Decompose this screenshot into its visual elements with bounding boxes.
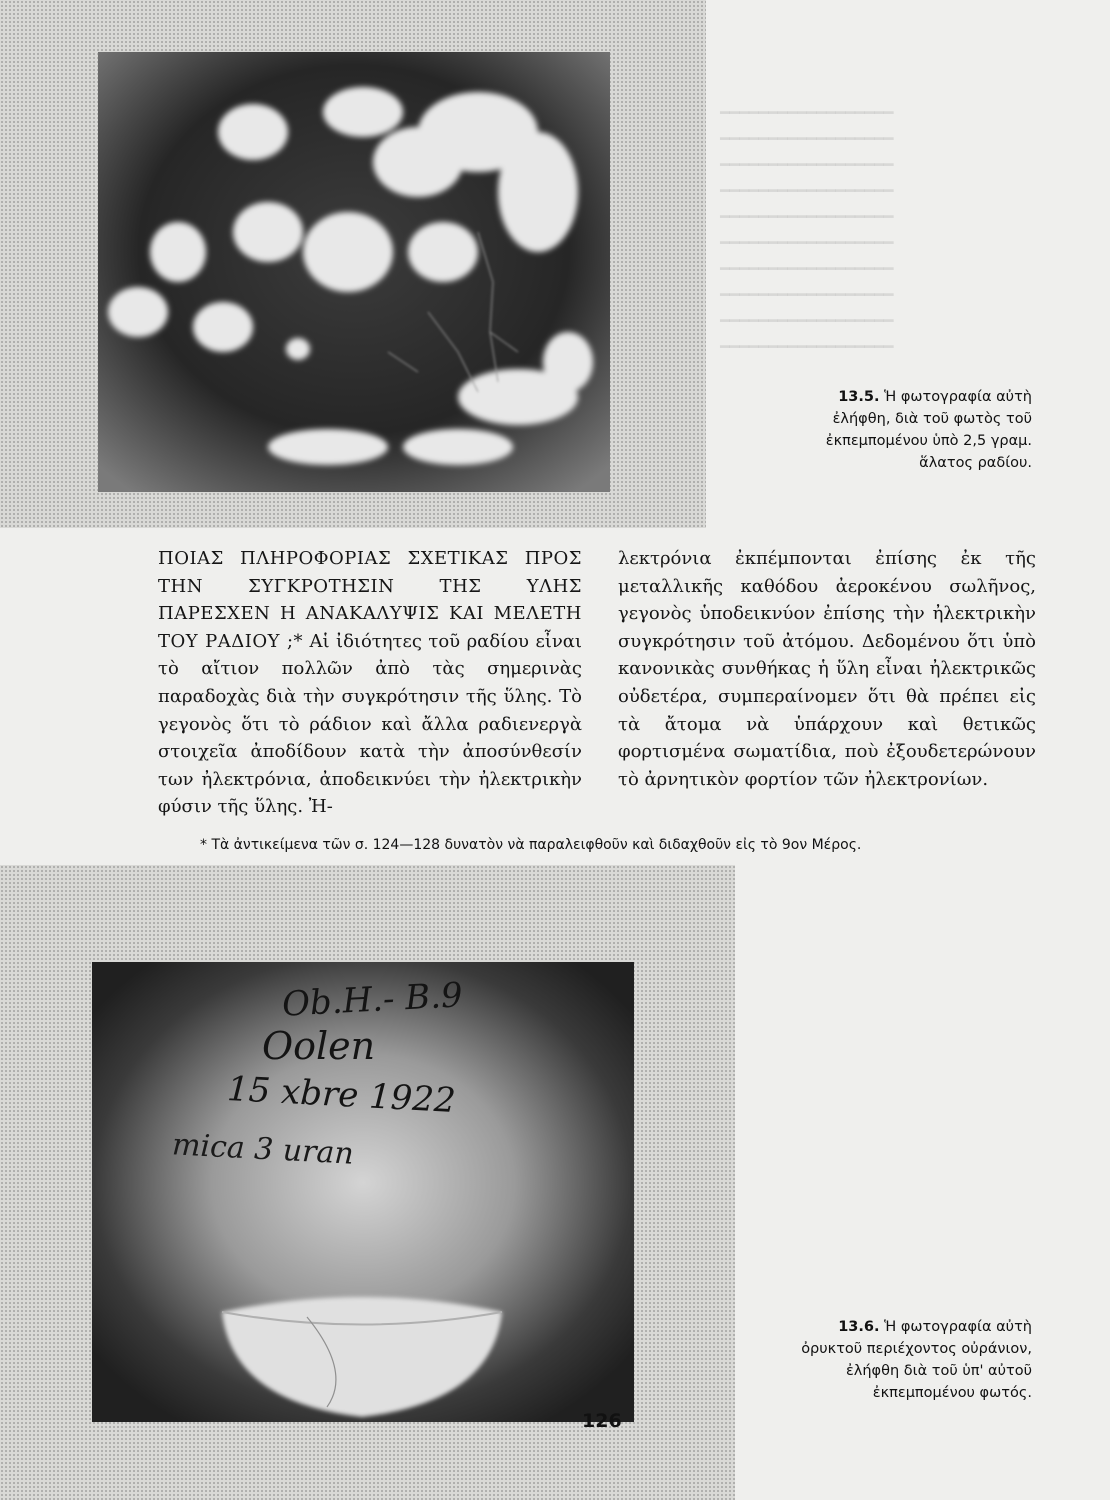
figure-caption-13-5 bbox=[784, 386, 1032, 474]
text-column-right bbox=[618, 545, 1036, 793]
caption-number: 13.6. bbox=[838, 1319, 880, 1335]
body-paragraph-right: λεκτρόνια ἐκπέμπονται ἐπίσης ἐκ τῆς μεταλλικῆς καθόδου ἀεροκένου σωλῆνος, γεγονὸς ὑποδεικνύον ἐπίσης τὴν ἠλεκτρικὴν συγκρότησιν τοῦ ἀτόμου. Δεδομένου ὅτι ὑπὸ κανονικὰς συνθήκας ἡ ὕλη εἶναι ἠλεκτρικῶς οὐδετέρα, συμπεραίνομεν ὅτι θὰ πρέπει εἰς τὰ ἄτομα νὰ ὑπάρχουν καὶ θετικῶς φορτισμένα σωματίδια, ποὺ ἐξουδετερώνουν τὸ ἀρνητικὸν φορτίον τῶν ἠλεκτρονίων. bbox=[618, 548, 1036, 790]
handwriting-line-4: mica 3 uran bbox=[171, 1127, 355, 1172]
body-paragraph-left: Αἱ ἰδιότητες τοῦ ραδίου εἶναι τὸ αἴτιον πολλῶν ἀπὸ τὰς σημερινὰς παραδοχὰς διὰ τὴν συγκρότησιν τῆς ὕλης. Τὸ γεγονὸς ὅτι τὸ ράδιον καὶ ἄλλα ραδιενεργὰ στοιχεῖα ἀποδίδουν κατὰ τὴν ἀποσύνθεσίν των ἠλεκτρόνια, ἀποδεικνύει τὴν ἠλεκτρικὴν φύσιν τῆς ὕλης. Ἠ- bbox=[158, 630, 582, 818]
handwriting-line-2: Oolen bbox=[262, 1024, 376, 1068]
caption-text: Ἡ φωτογραφία αὐτὴ ἐλήφθη, διὰ τοῦ φωτὸς τοῦ ἐκπεμπομένου ὑπὸ 2,5 γραμ. ἅλατος ραδίου. bbox=[825, 389, 1032, 471]
figure-caption-13-6 bbox=[784, 1316, 1032, 1404]
ghost-text-right: ━━━━━━━━━━━━━━━━━━ ━━━━━━━━━━━━━━━━━━ ━━━━━━━━━━━━━━━━━━ ━━━━━━━━━━━━━━━━━━ ━━━━━━━━━━━━━━━━━━ ━━━━━━━━━━━━━━━━━━ ━━━━━━━━━━━━━━━━━━ ━━━━━━━━━━━━━━━━━━ ━━━━━━━━━━━━━━━━━━ ━━━━━━━━━━━━━━━━━━ bbox=[720, 103, 894, 356]
handwriting-line-3: 15 xbre 1922 bbox=[226, 1069, 457, 1121]
uranium-mineral-photograph bbox=[92, 962, 634, 1422]
radium-glow-image bbox=[98, 52, 610, 492]
handwriting-line-1: Ob.H.- B.9 bbox=[281, 975, 464, 1025]
page-number: 126 bbox=[582, 1410, 622, 1432]
radium-photograph bbox=[98, 52, 610, 492]
text-column-left bbox=[158, 545, 582, 821]
section-heading: ΠΟΙΑΣ ΠΛΗΡΟΦΟΡΙΑΣ ΣΧΕΤΙΚΑΣ ΠΡΟΣ ΤΗΝ ΣΥΓΚΡΟΤΗΣΙΝ ΤΗΣ ΥΛΗΣ ΠΑΡΕΣΧΕΝ Η ΑΝΑΚΑΛΥΨΙΣ ΚΑΙ ΜΕΛΕΤΗ ΤΟΥ ΡΑΔΙΟΥ ;* bbox=[158, 548, 582, 652]
footnote: * Τὰ ἀντικείμενα τῶν σ. 124—128 δυνατὸν νὰ παραλειφθοῦν καὶ διδαχθοῦν εἰς τὸ 9ον Μέρος. bbox=[200, 837, 862, 853]
caption-number: 13.5. bbox=[838, 389, 880, 405]
caption-text: Ἡ φωτογραφία αὐτὴ ὀρυκτοῦ περιέχοντος οὐράνιον, ἐλήφθη διὰ τοῦ ὑπ' αὐτοῦ ἐκπεμπομένου φωτός. bbox=[801, 1319, 1032, 1401]
